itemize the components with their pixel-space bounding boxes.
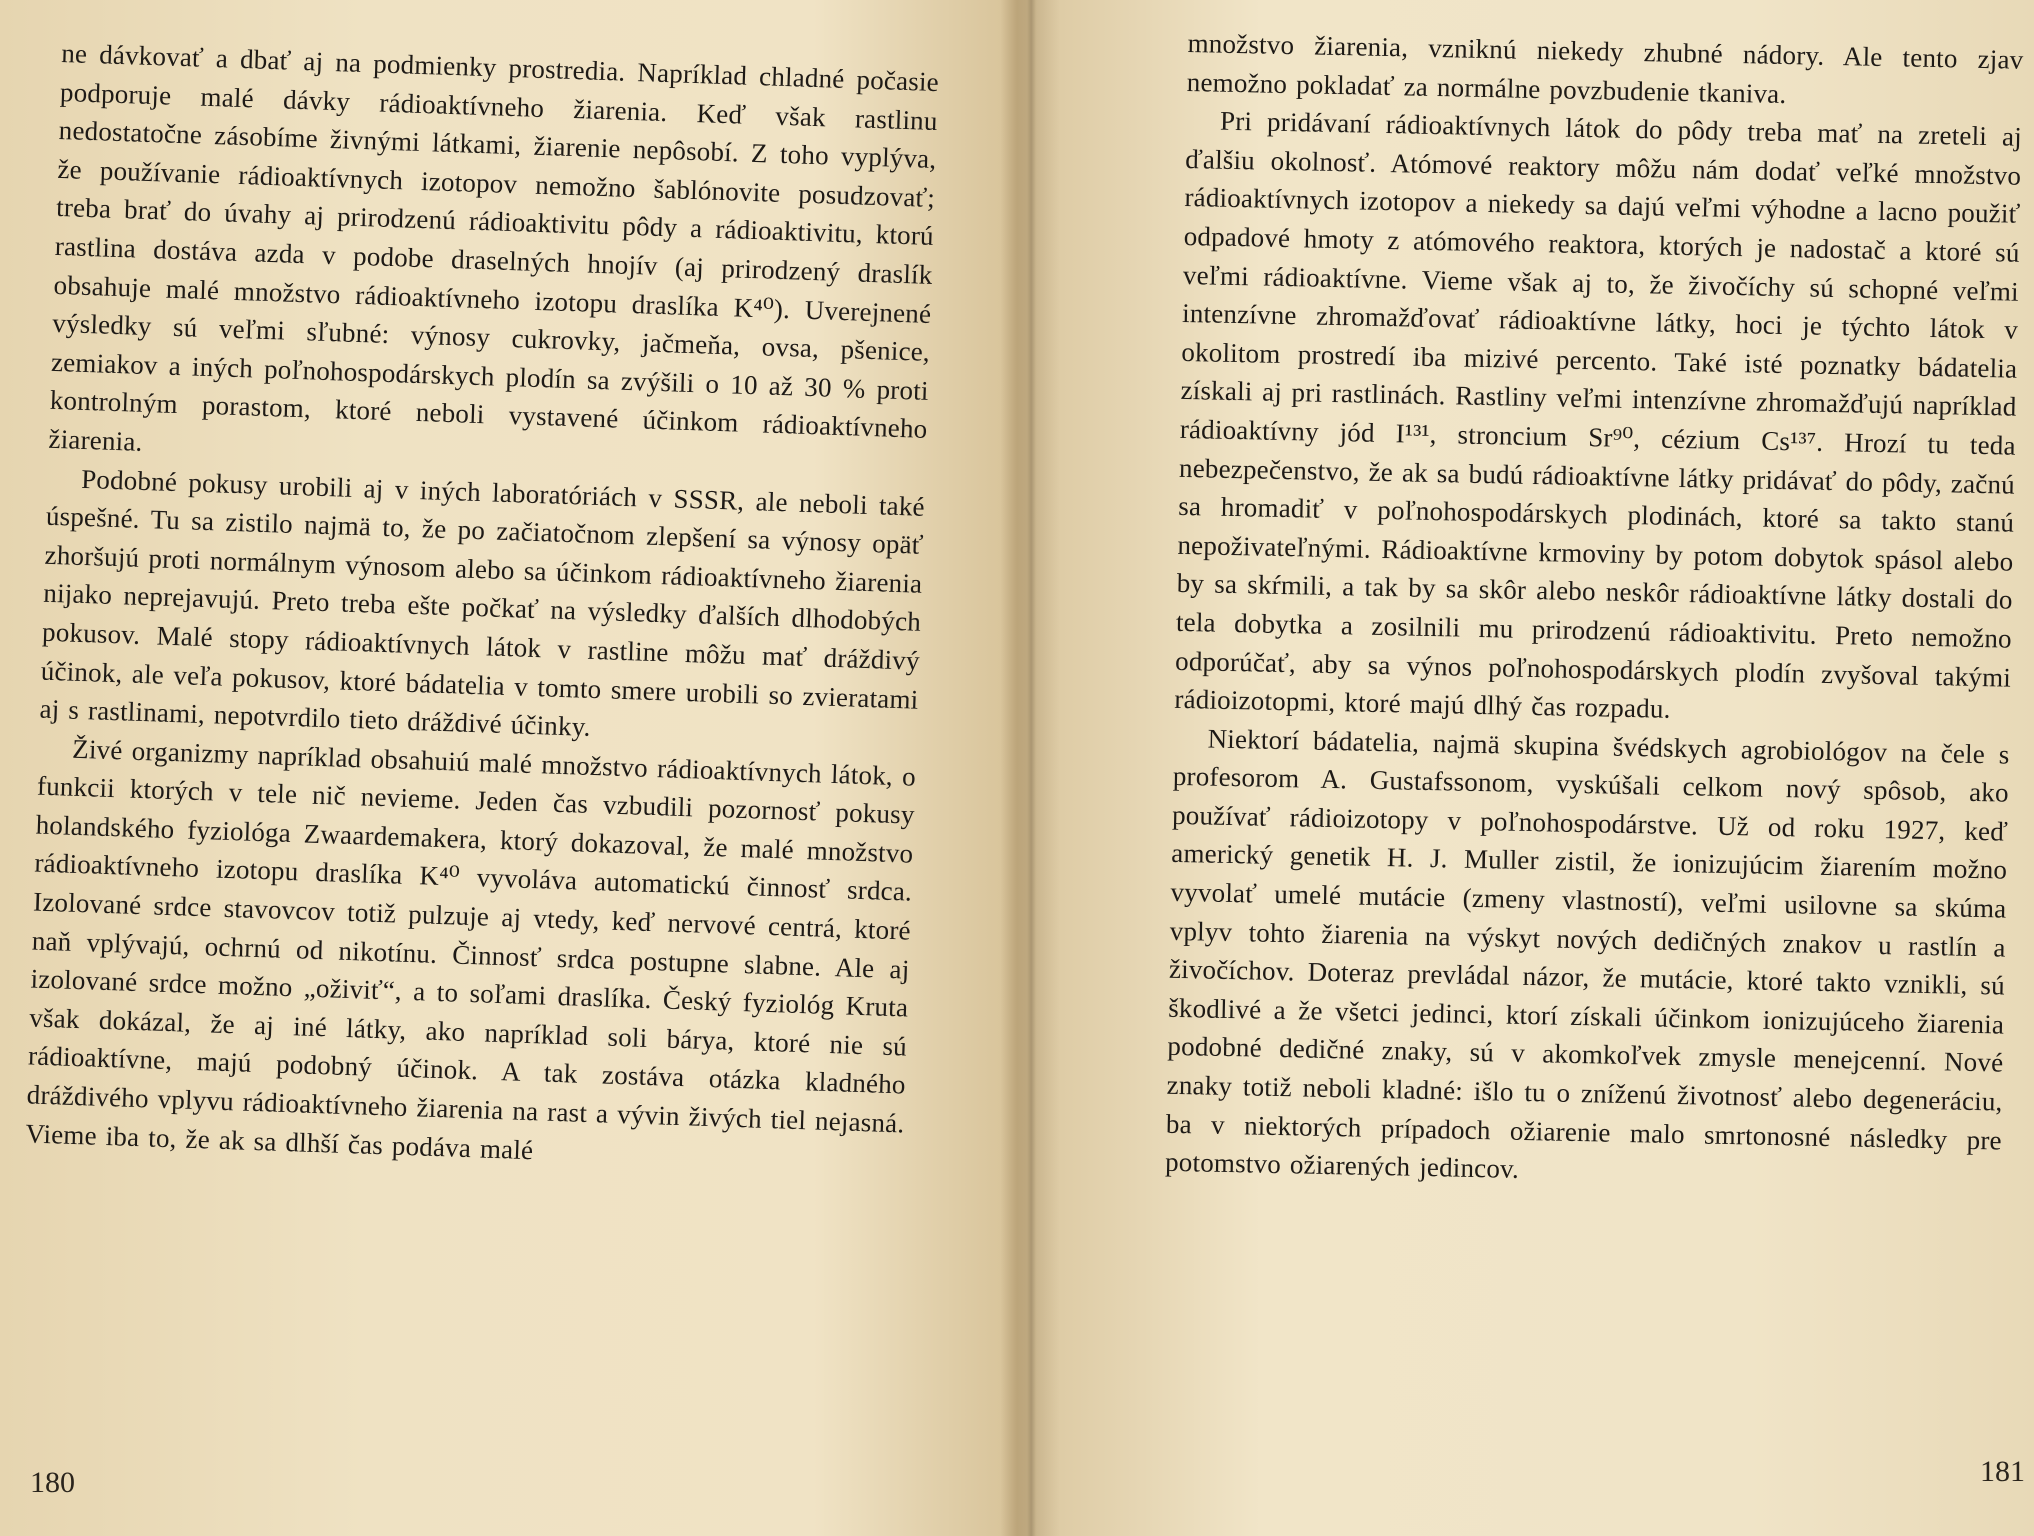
paragraph: Pri pridávaní rádioaktívnych látok do pôdy treba mať na zreteli aj ďalšiu okolnosť. Atómové reaktory môžu nám dodať veľké množstvo rádioaktívnych izotopov a niekedy sa dajú veľmi výhodne a lacno použiť odpadové hmoty z atómového reaktora, ktorých je nadostač a ktoré sú veľmi rádioaktívne. Vieme však aj to, že živočíchy sú schopné veľmi intenzívne zhromažďovať rádioaktívne látky, hoci je týchto látok v okolitom prostredí iba mizivé percento. Také isté poznatky bádatelia získali aj pri rastlinách. Rastliny veľmi intenzívne zhromažďujú napríklad rádioaktívny jód I¹³¹, stroncium Sr⁹⁰, cézium Cs¹³⁷. Hrozí tu teda nebezpečenstvo, že ak sa budú rádioaktívne látky pridávať do pôdy, začnú sa hromadiť v poľnohospodárskych plodinách, ktoré sa takto stanú nepoživateľnými. Rádioaktívne krmoviny by potom dobytok spásol alebo by sa skŕmili, a tak by sa skôr alebo neskôr rádioaktívne látky dostali do tela dobytka a zosilnili mu prirodzenú rádioaktivitu. Preto nemožno odporúčať, aby sa výnos poľnohospodárskych plodín zvyšoval takými rádioizotopmi, ktoré majú dlhý čas rozpadu. <box>1174 105 2023 724</box>
paragraph: ne dávkovať a dbať aj na podmienky prostredia. Napríklad chladné počasie podporuje malé dávky rádioaktívneho žiarenia. Keď však rastlinu nedostatočne zásobíme živnými látkami, žiarenie nepôsobí. Z toho vyplýva, že používanie rádioaktívnych izotopov nemožno šablónovite posudzovať; treba brať do úvahy aj prirodzenú rádioaktivitu pôdy a rádioaktivitu, ktorú rastlina dostáva azda v podobe draselných hnojív (aj prirodzený draslík obsahuje malé množstvo rádioaktívneho izotopu draslíka K⁴⁰). Uverejnené výsledky sú veľmi sľubné: výnosy cukrovky, jačmeňa, ovsa, pšenice, zemiakov a iných poľnohospodárskych plodín sa zvýšili o 10 až 30 % proti kontrolným porastom, ktoré neboli vystavené účinkom rádioaktívneho žiarenia. <box>48 37 940 457</box>
paragraph: Podobné pokusy urobili aj v iných laboratóriách v SSSR, ale neboli také úspešné. Tu sa zistilo najmä to, že po začiatočnom zlepšení sa výnosy opäť zhoršujú proti normálnym výnosom alebo sa účinkom rádioaktívneho žiarenia nijako neprejavujú. Preto treba ešte počkať na výsledky ďalších dlhodobých pokusov. Malé stopy rádioaktívnych látok v rastline môžu mať dráždivý účinok, ale veľa pokusov, ktoré bádatelia v tomto smere urobili so zvieratami aj s rastlinami, nepotvrdilo tieto dráždivé účinky. <box>39 463 926 742</box>
paragraph: množstvo žiarenia, vzniknú niekedy zhubné nádory. Ale tento zjav nemožno pokladať za normálne povzbudenie tkaniva. <box>1186 27 2024 109</box>
right-page <box>1030 0 2034 1536</box>
right-page-text <box>1165 24 2024 1198</box>
left-page-text <box>25 34 940 1182</box>
page-number: 180 <box>30 1466 75 1499</box>
paragraph: Živé organizmy napríklad obsahuiú malé množstvo rádioaktívnych látok, o funkcii ktorých v tele nič nevieme. Jeden čas vzbudili pozornosť pokusy holandského fyziológa Zwaardemakera, ktorý dokazoval, že malé množstvo rádioaktívneho izotopu draslíka K⁴⁰ vyvoláva automatickú činnosť srdca. Izolované srdce stavovcov totiž pulzuje aj vtedy, keď nervové centrá, ktoré naň vplývajú, ochrnú od nikotínu. Činnosť srdca postupne slabne. Ale aj izolované srdce možno „oživiť“, a to soľami draslíka. Český fyziológ Kruta však dokázal, že aj iné látky, ako napríklad soli bárya, ktoré nie sú rádioaktívne, majú podobný účinok. A tak zostáva otázka kladného dráždivého vplyvu rádioaktívneho žiarenia na rast a vývin živých tiel nejasná. Vieme iba to, že ak sa dlhší čas podáva malé <box>25 733 917 1165</box>
paragraph: Niektorí bádatelia, najmä skupina švédskych agrobiológov na čele s profesorom A. Gustafssonom, vyskúšali celkom nový spôsob, ako používať rádioizotopy v poľnohospodárstve. Už od roku 1927, keď americký genetik H. J. Muller zistil, že ionizujúcim žiarením možno vyvolať umelé mutácie (zmeny vlastností), veľmi usilovne sa skúma vplyv tohto žiarenia na výskyt nových dedičných znakov u rastlín a živočíchov. Doteraz prevládal názor, že mutácie, ktoré takto vznikli, sú škodlivé a že všetci jedinci, ktorí získali účinkom ionizujúceho žiarenia podobné dedičné znaky, sú v akomkoľvek zmysle menejcenní. Nové znaky totiž neboli kladné: išlo tu o zníženú životnosť alebo degeneráciu, ba v niektorých prípadoch ožiarenie malo smrtonosné následky pre potomstvo ožiarených jedincov. <box>1164 723 2010 1185</box>
page-number: 181 <box>1980 1455 2025 1488</box>
